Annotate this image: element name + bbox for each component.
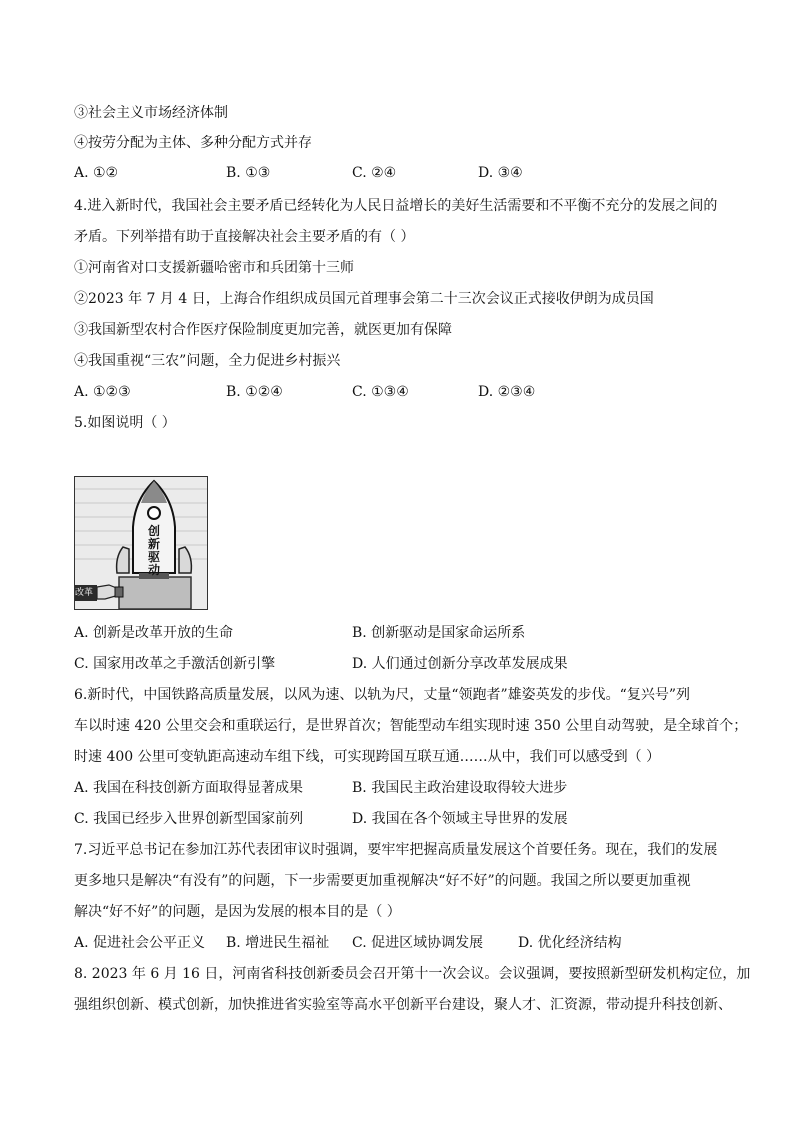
prev-item-3: ③社会主义市场经济体制: [74, 105, 228, 121]
rocket-label: 创新驱动: [147, 524, 160, 577]
q4-item-3: ③我国新型农村合作医疗保险制度更加完善，就医更加有保障: [74, 322, 452, 338]
q5-option-c: C. 国家用改革之手激活创新引擎: [74, 656, 276, 672]
q4-stem-line-2: 矛盾。下列举措有助于直接解决社会主要矛盾的有（ ）: [74, 229, 415, 245]
q8-stem-line-1: 8. 2023 年 6 月 16 日，河南省科技创新委员会召开第十一次会议。会议强调，要按照新型研发机构定位，加: [74, 966, 751, 982]
q7-stem-line-3: 解决“好不好”的问题，是因为发展的根本目的是（ ）: [74, 904, 401, 920]
q6-stem-line-3: 时速 400 公里可变轨距高速动车组下线，可实现跨国互联互通……从中，我们可以感受到（ ）: [74, 749, 661, 765]
q5-option-d: D. 人们通过创新分享改革发展成果: [352, 656, 568, 672]
prev-option-a: A. ①②: [74, 165, 119, 181]
q8-stem-line-2: 强组织创新、模式创新，加快推进省实验室等高水平创新平台建设，聚人才、汇资源，带动提升科技创新、: [74, 997, 732, 1013]
q5-option-b: B. 创新驱动是国家命运所系: [352, 625, 526, 641]
q5-option-a: A. 创新是改革开放的生命: [74, 625, 234, 641]
q4-option-a: A. ①②③: [74, 384, 131, 400]
q7-option-b: B. 增进民生福祉: [226, 935, 330, 951]
prev-option-c: C. ②④: [352, 165, 397, 181]
q4-item-1: ①河南省对口支援新疆哈密市和兵团第十三师: [74, 260, 354, 276]
q4-item-2: ②2023 年 7 月 4 日，上海合作组织成员国元首理事会第二十三次会议正式接收伊朗为成员国: [74, 291, 654, 307]
prev-option-b: B. ①③: [226, 165, 271, 181]
q6-option-b: B. 我国民主政治建设取得较大进步: [352, 780, 568, 796]
q6-option-d: D. 我国在各个领域主导世界的发展: [352, 811, 568, 827]
q6-option-c: C. 我国已经步入世界创新型国家前列: [74, 811, 304, 827]
q4-option-b: B. ①②④: [226, 384, 283, 400]
q7-option-c: C. 促进区域协调发展: [352, 935, 484, 951]
rocket-cartoon-icon: [75, 477, 207, 609]
prev-item-4: ④按劳分配为主体、多种分配方式并存: [74, 135, 312, 151]
q4-option-c: C. ①③④: [352, 384, 409, 400]
switch-label: 改革: [75, 588, 94, 598]
prev-option-d: D. ③④: [478, 165, 523, 181]
q4-option-d: D. ②③④: [478, 384, 536, 400]
q4-stem-line-1: 4.进入新时代，我国社会主要矛盾已经转化为人民日益增长的美好生活需要和不平衡不充分的发展之间的: [74, 198, 718, 214]
q7-option-d: D. 优化经济结构: [518, 935, 622, 951]
q7-stem-line-1: 7.习近平总书记在参加江苏代表团审议时强调，要牢牢把握高质量发展这个首要任务。现在，我们的发展: [74, 842, 718, 858]
q6-stem-line-2: 车以时速 420 公里交会和重联运行，是世界首次；智能型动车组实现时速 350 公里自动驾驶，是全球首个；: [74, 718, 748, 734]
q6-stem-line-1: 6.新时代，中国铁路高质量发展，以风为速、以轨为尺，丈量“领跑者”雄姿英发的步伐。“复兴号”列: [74, 687, 690, 703]
q4-item-4: ④我国重视“三农”问题，全力促进乡村振兴: [74, 353, 341, 369]
q6-option-a: A. 我国在科技创新方面取得显著成果: [74, 780, 304, 796]
q5-stem: 5.如图说明（ ）: [74, 415, 176, 431]
q7-stem-line-2: 更多地只是解决“有没有”的问题，下一步需要更加重视解决“好不好”的问题。我国之所以要更加重视: [74, 873, 691, 889]
cartoon-image: [74, 476, 208, 610]
q7-option-a: A. 促进社会公平正义: [74, 935, 206, 951]
